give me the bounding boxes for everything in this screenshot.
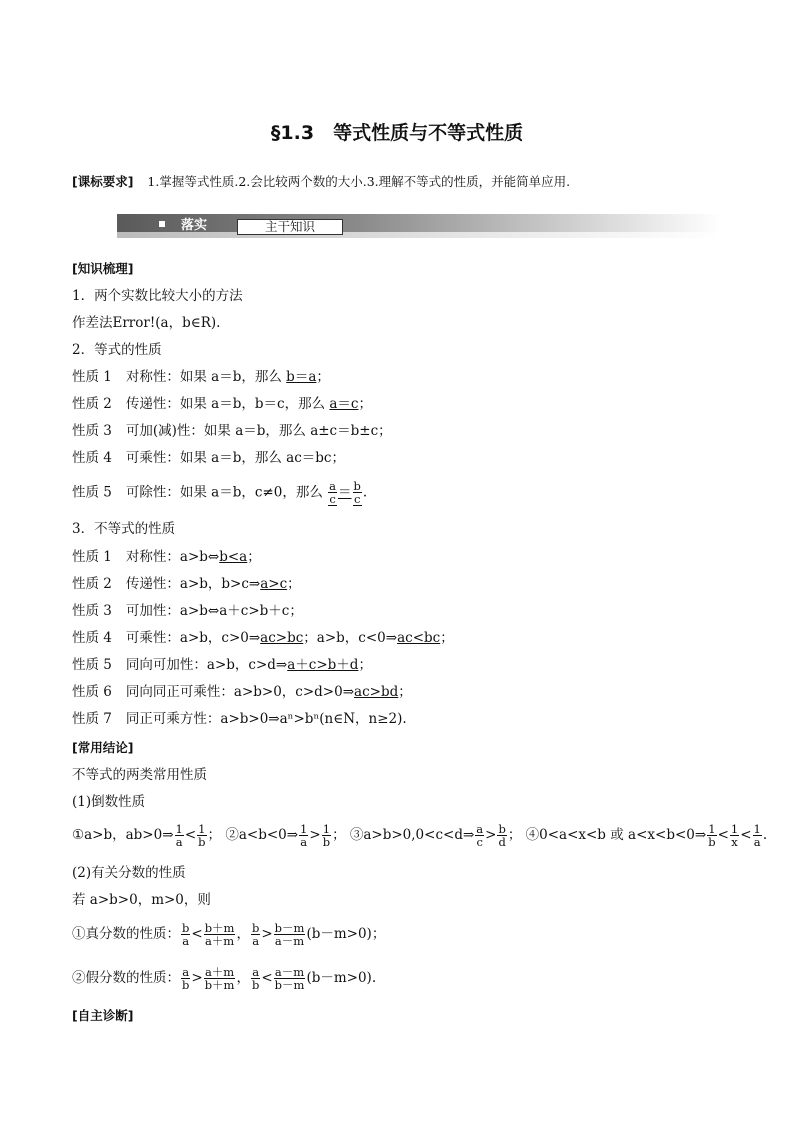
fraction-heading: (2)有关分数的性质 [72,865,186,881]
fraction-condition: 若 a>b>0，m>0，则 [72,892,211,908]
requirement-label: [课标要求] [72,174,134,189]
heading-inequality: 3．不等式的性质 [72,521,176,537]
fraction: $\frac{a}{c}$ [329,479,336,506]
inequality-property-1: 性质 1 对称性：a>b⇔b<a； [72,549,261,565]
improper-fraction-property: ②假分数的性质： $\frac{a}{b}$ > $\frac{a+m}{b+m}$ ， $\frac{a}{b}$ < $\frac{a-m}{b-m}$ (b－m>0). [72,965,377,992]
conclusions-label: [常用结论] [72,740,134,755]
knowledge-label: [知识梳理] [72,261,134,276]
banner-box: 主干知识 [237,219,343,235]
inequality-property-6: 性质 6 同向同正可乘性：a>b>0，c>d>0⇒ac>bd； [72,684,412,700]
inequality-property-2: 性质 2 传递性：a>b，b>c⇒a>c； [72,576,301,592]
equality-property-4: 性质 4 可乘性：如果 a＝b，那么 ac＝bc； [72,450,345,466]
inequality-property-3: 性质 3 可加性：a>b⇔a＋c>b＋c； [72,603,303,619]
inequality-property-7: 性质 7 同正可乘方性：a>b>0⇒aⁿ>bⁿ(n∈N，n≥2). [72,711,407,727]
square-icon [159,221,165,227]
proper-fraction-property: ①真分数的性质： $\frac{b}{a}$ < $\frac{b+m}{a+m}$ ， $\frac{b}{a}$ > $\frac{b-m}{a-m}$ (b－m>0)； [72,921,386,948]
heading-equality: 2．等式的性质 [72,342,162,358]
heading-compare: 1．两个实数比较大小的方法 [72,288,243,304]
requirement-text: 1.掌握等式性质.2.会比较两个数的大小.3.理解不等式的性质，并能简单应用. [147,174,571,189]
inequality-property-4: 性质 4 可乘性：a>b，c>0⇒ac>bc；a>b，c<0⇒ac<bc； [72,630,454,646]
equality-property-3: 性质 3 可加(减)性：如果 a＝b，那么 a±c＝b±c； [72,423,392,439]
difference-method: 作差法Error!(a，b∈R). [72,315,221,331]
equality-property-5: 性质 5 可除性：如果 a＝b，c≠0，那么 $\frac{a}{c}$ ＝ $\frac{b}{c}$ . [72,479,368,506]
curriculum-requirement [72,173,570,191]
fraction: $\frac{b}{c}$ [353,479,361,506]
self-diagnosis-label: [自主诊断] [72,1008,134,1023]
answer: a＝c [329,396,359,412]
equality-property-2: 性质 2 传递性：如果 a＝b，b＝c，那么 a＝c； [72,396,372,412]
reciprocal-heading: (1)倒数性质 [72,794,146,810]
reciprocal-properties: ①a>b，ab>0⇒ $\frac{1}{a}$ < $\frac{1}{b}$ ； ②a<b<0⇒ $\frac{1}{a}$ > $\frac{1}{b}$ ； ③a>b>0,0<c<d⇒ $\frac{a}{c}$ > $\frac{b}{d}$ ； ④0<a<x<b 或 a<x<b<0⇒ $\frac{1}{b}$ < $\frac{1}{x}$ < $\frac{1}{a}$ . [72,822,768,849]
section-banner [117,214,721,238]
page-title: §1.3 等式性质与不等式性质 [270,122,524,144]
equality-property-1: 性质 1 对称性：如果 a＝b，那么 b＝a； [72,369,330,385]
conclusions-intro: 不等式的两类常用性质 [72,767,207,783]
banner-tag: 落实 [117,218,235,234]
answer: b＝a [286,369,317,385]
inequality-property-5: 性质 5 同向可加性：a>b，c>d⇒a＋c>b＋d； [72,657,372,673]
